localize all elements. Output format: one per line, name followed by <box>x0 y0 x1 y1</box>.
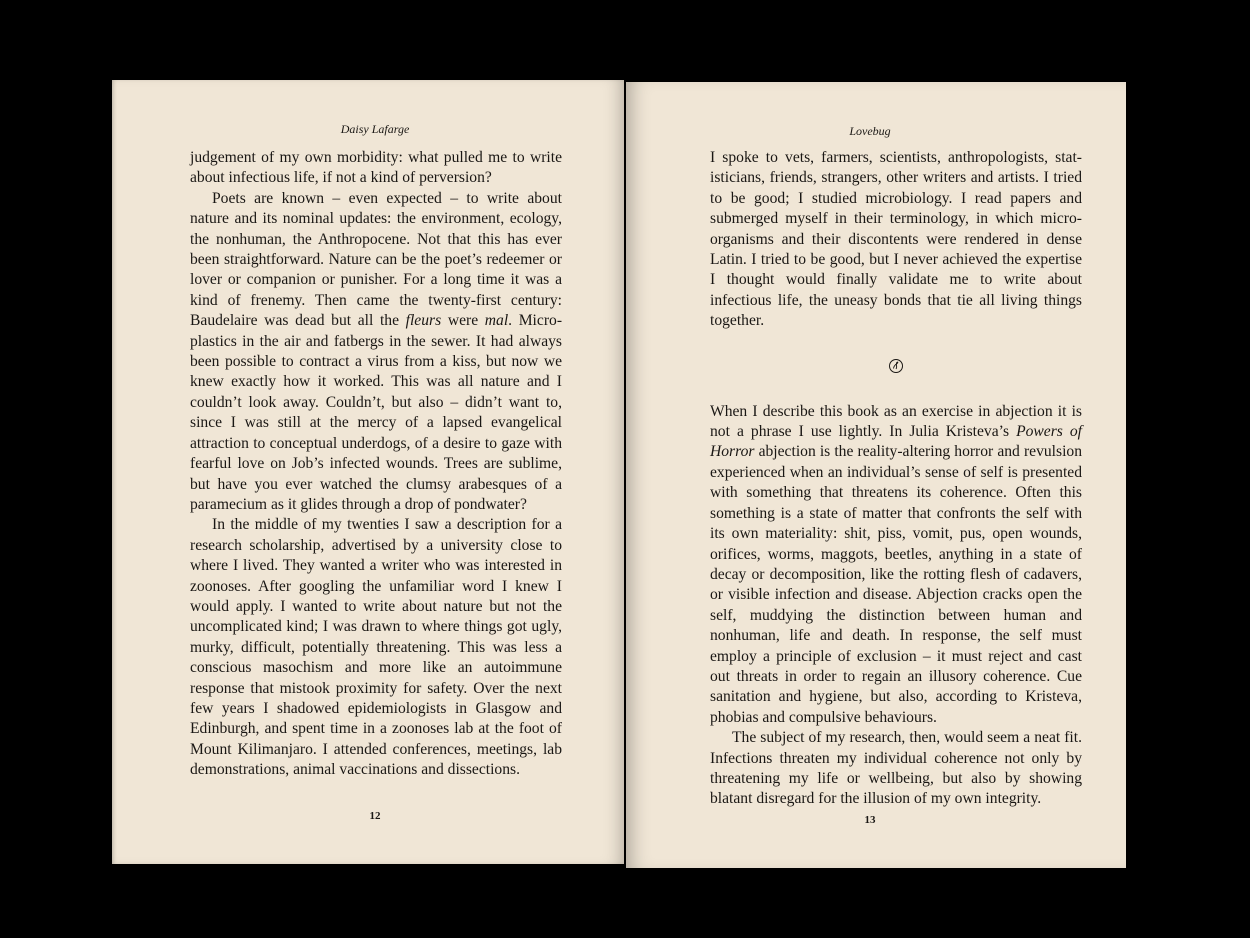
paragraph <box>190 189 562 516</box>
text-run: . Microplastics in the air and fatbergs in the sewer. It had always been possible to contract a virus from a kiss, but now we knew exactly how it worked. This was all nature and I couldn’t look away. Couldn’t, but also – didn’t want to, since I was still at the mercy of a lapsed evangelical attraction to conceptual underdogs, of a desire to gaze with fearful love on Job’s infected wounds. Trees are sublime, but have you ever watched the clumsy arabesques of a paramecium as it glides through a drop of pondwater? <box>190 312 563 513</box>
running-head-title: Lovebug <box>849 124 891 138</box>
right-page <box>626 82 1126 868</box>
page-number-right: 13 <box>864 814 876 826</box>
text-run: judgement of my own morbidity: what pulled me to write about infectious life, if not a kind of perversion? <box>190 149 562 187</box>
text-run: were <box>441 312 485 330</box>
italic-text: Powers of Horror <box>710 423 1083 461</box>
right-page-body-before <box>710 148 1082 332</box>
text-run: I spoke to vets, farmers, scientists, anthropologists, statisticians, friends, strangers, other writers and artists. I tried to be good; I studied microbiology. I read papers and submerged myself in their terminology, in which microorganisms and their discontents were rendered in dense Latin. I tried to be good, but I never achieved the expertise I thought would finally validate me to write about infectious life, the uneasy bonds that tie all living things together. <box>710 149 1082 330</box>
ornament-icon <box>888 358 904 374</box>
text-run: In the middle of my twenties I saw a description for a research scholarship, advertised by a university close to where I lived. They wanted a writer who was interested in zoonoses. After googling the unfamiliar word I knew I would apply. I wanted to write about nature but not the uncomplicated kind; I was drawn to where things got ugly, murky, difficult, potentially threatening. This was less a conscious masochism and more like an autoimmune response that mistook proximity for safety. Over the next few years I shadowed epidemiologists in Glasgow and Edinburgh, and spent time in a zoonoses lab at the foot of Mount Kilimanjaro. I attended conferences, meetings, lab demonstrations, animal vaccinations and dissections. <box>190 516 562 779</box>
paragraph <box>190 515 562 780</box>
section-break <box>710 358 1082 378</box>
text-run: The subject of my research, then, would seem a neat fit. Infections threaten my individual coherence not only by threatening my life or wellbeing, but also by showing blatant disregard for the illusion of my own integrity. <box>710 729 1082 808</box>
paragraph <box>710 728 1082 810</box>
italic-text: fleurs <box>405 312 442 330</box>
text-run: abjection is the reality-altering horror and revulsion experienced when an individual’s sense of self is presented with something that threatens its coherence. Often this something is a state of matter that confronts the self with its own materiality: shit, piss, vomit, pus, open wounds, orifices, worms, maggots, beetles, anything in a state of decay or decomposition, like the rotting flesh of cadavers, or visible infection and disease. Abjection cracks open the self, muddying the distinction between human and nonhuman, life and death. In response, the self must employ a principle of exclusion – it must reject and cast out threats in order to regain an illusory coherence. Cue sanitation and hygiene, but also, according to Kristeva, phobias and compulsive behaviours. <box>710 443 1082 726</box>
left-page-body <box>190 148 562 781</box>
italic-text: mal <box>484 312 509 330</box>
right-page-body <box>710 148 1082 810</box>
left-page <box>112 80 624 864</box>
paragraph <box>190 148 562 189</box>
text-run: Poets are known – even expected – to write about nature and its nominal updates: the environment, ecology, the nonhuman, the Anthropocene. Not that this has ever been straightforward. Nature can be the poet’s redeemer or lover or companion or punisher. For a long time it was a kind of frenemy. Then came the twenty-first century: Baudelaire was dead but all the <box>190 189 562 330</box>
running-head-author: Daisy Lafarge <box>340 122 410 136</box>
paragraph <box>710 402 1082 729</box>
page-number-left: 12 <box>369 810 381 822</box>
paragraph <box>710 148 1082 332</box>
right-page-body-after <box>710 402 1082 810</box>
text-run: When I describe this book as an exercise in abjection it is not a phrase I use lightly. In Julia Kristeva’s <box>710 402 1082 441</box>
